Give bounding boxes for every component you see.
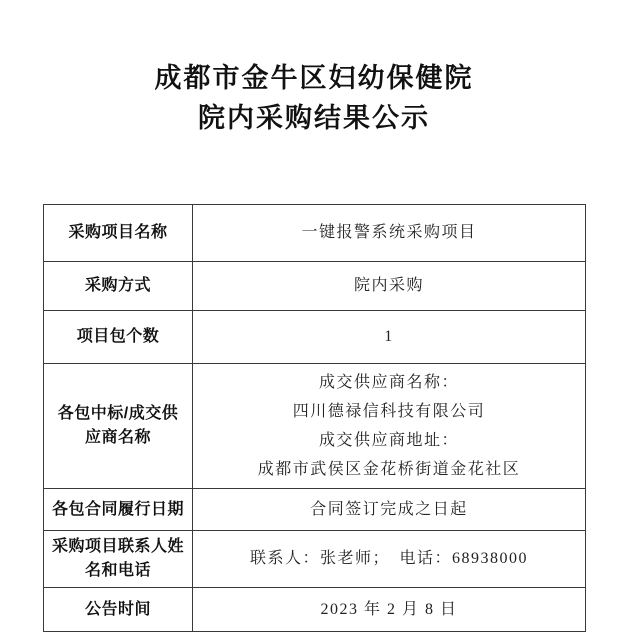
table-row	[44, 489, 586, 531]
row-label-supplier-info: 各包中标/成交供应商名称	[44, 364, 193, 489]
table-row	[44, 588, 586, 632]
supplier-address: 成都市武侯区金花桥街道金花社区	[257, 461, 521, 478]
page-title-line2: 院内采购结果公示	[198, 103, 430, 133]
table-row	[44, 205, 586, 262]
row-value-package-count: 1	[193, 311, 586, 364]
row-label-project-name: 采购项目名称	[44, 205, 193, 262]
row-label-contract-date: 各包合同履行日期	[44, 489, 193, 531]
announcement-page	[0, 58, 628, 643]
table-row	[44, 311, 586, 364]
row-label-contact-info: 采购项目联系人姓名和电话	[44, 531, 193, 588]
supplier-name: 四川德禄信科技有限公司	[292, 403, 486, 420]
row-label-package-count: 项目包个数	[44, 311, 193, 364]
row-value-project-name: 一键报警系统采购项目	[193, 205, 586, 262]
supplier-address-label: 成交供应商地址：	[318, 432, 459, 449]
row-value-contact-info: 联系人：张老师； 电话：68938000	[193, 531, 586, 588]
row-value-announcement-time: 2023 年 2 月 8 日	[193, 588, 586, 632]
row-value-supplier-info	[193, 364, 586, 489]
table-row	[44, 262, 586, 311]
table-row	[44, 531, 586, 588]
procurement-result-table	[43, 204, 586, 632]
page-title-line1: 成都市金牛区妇幼保健院	[154, 63, 474, 93]
row-value-contract-date: 合同签订完成之日起	[193, 489, 586, 531]
table-row	[44, 364, 586, 489]
row-label-procurement-method: 采购方式	[44, 262, 193, 311]
row-value-procurement-method: 院内采购	[193, 262, 586, 311]
row-label-announcement-time: 公告时间	[44, 588, 193, 632]
page-title	[0, 58, 628, 138]
supplier-name-label: 成交供应商名称：	[318, 374, 459, 391]
